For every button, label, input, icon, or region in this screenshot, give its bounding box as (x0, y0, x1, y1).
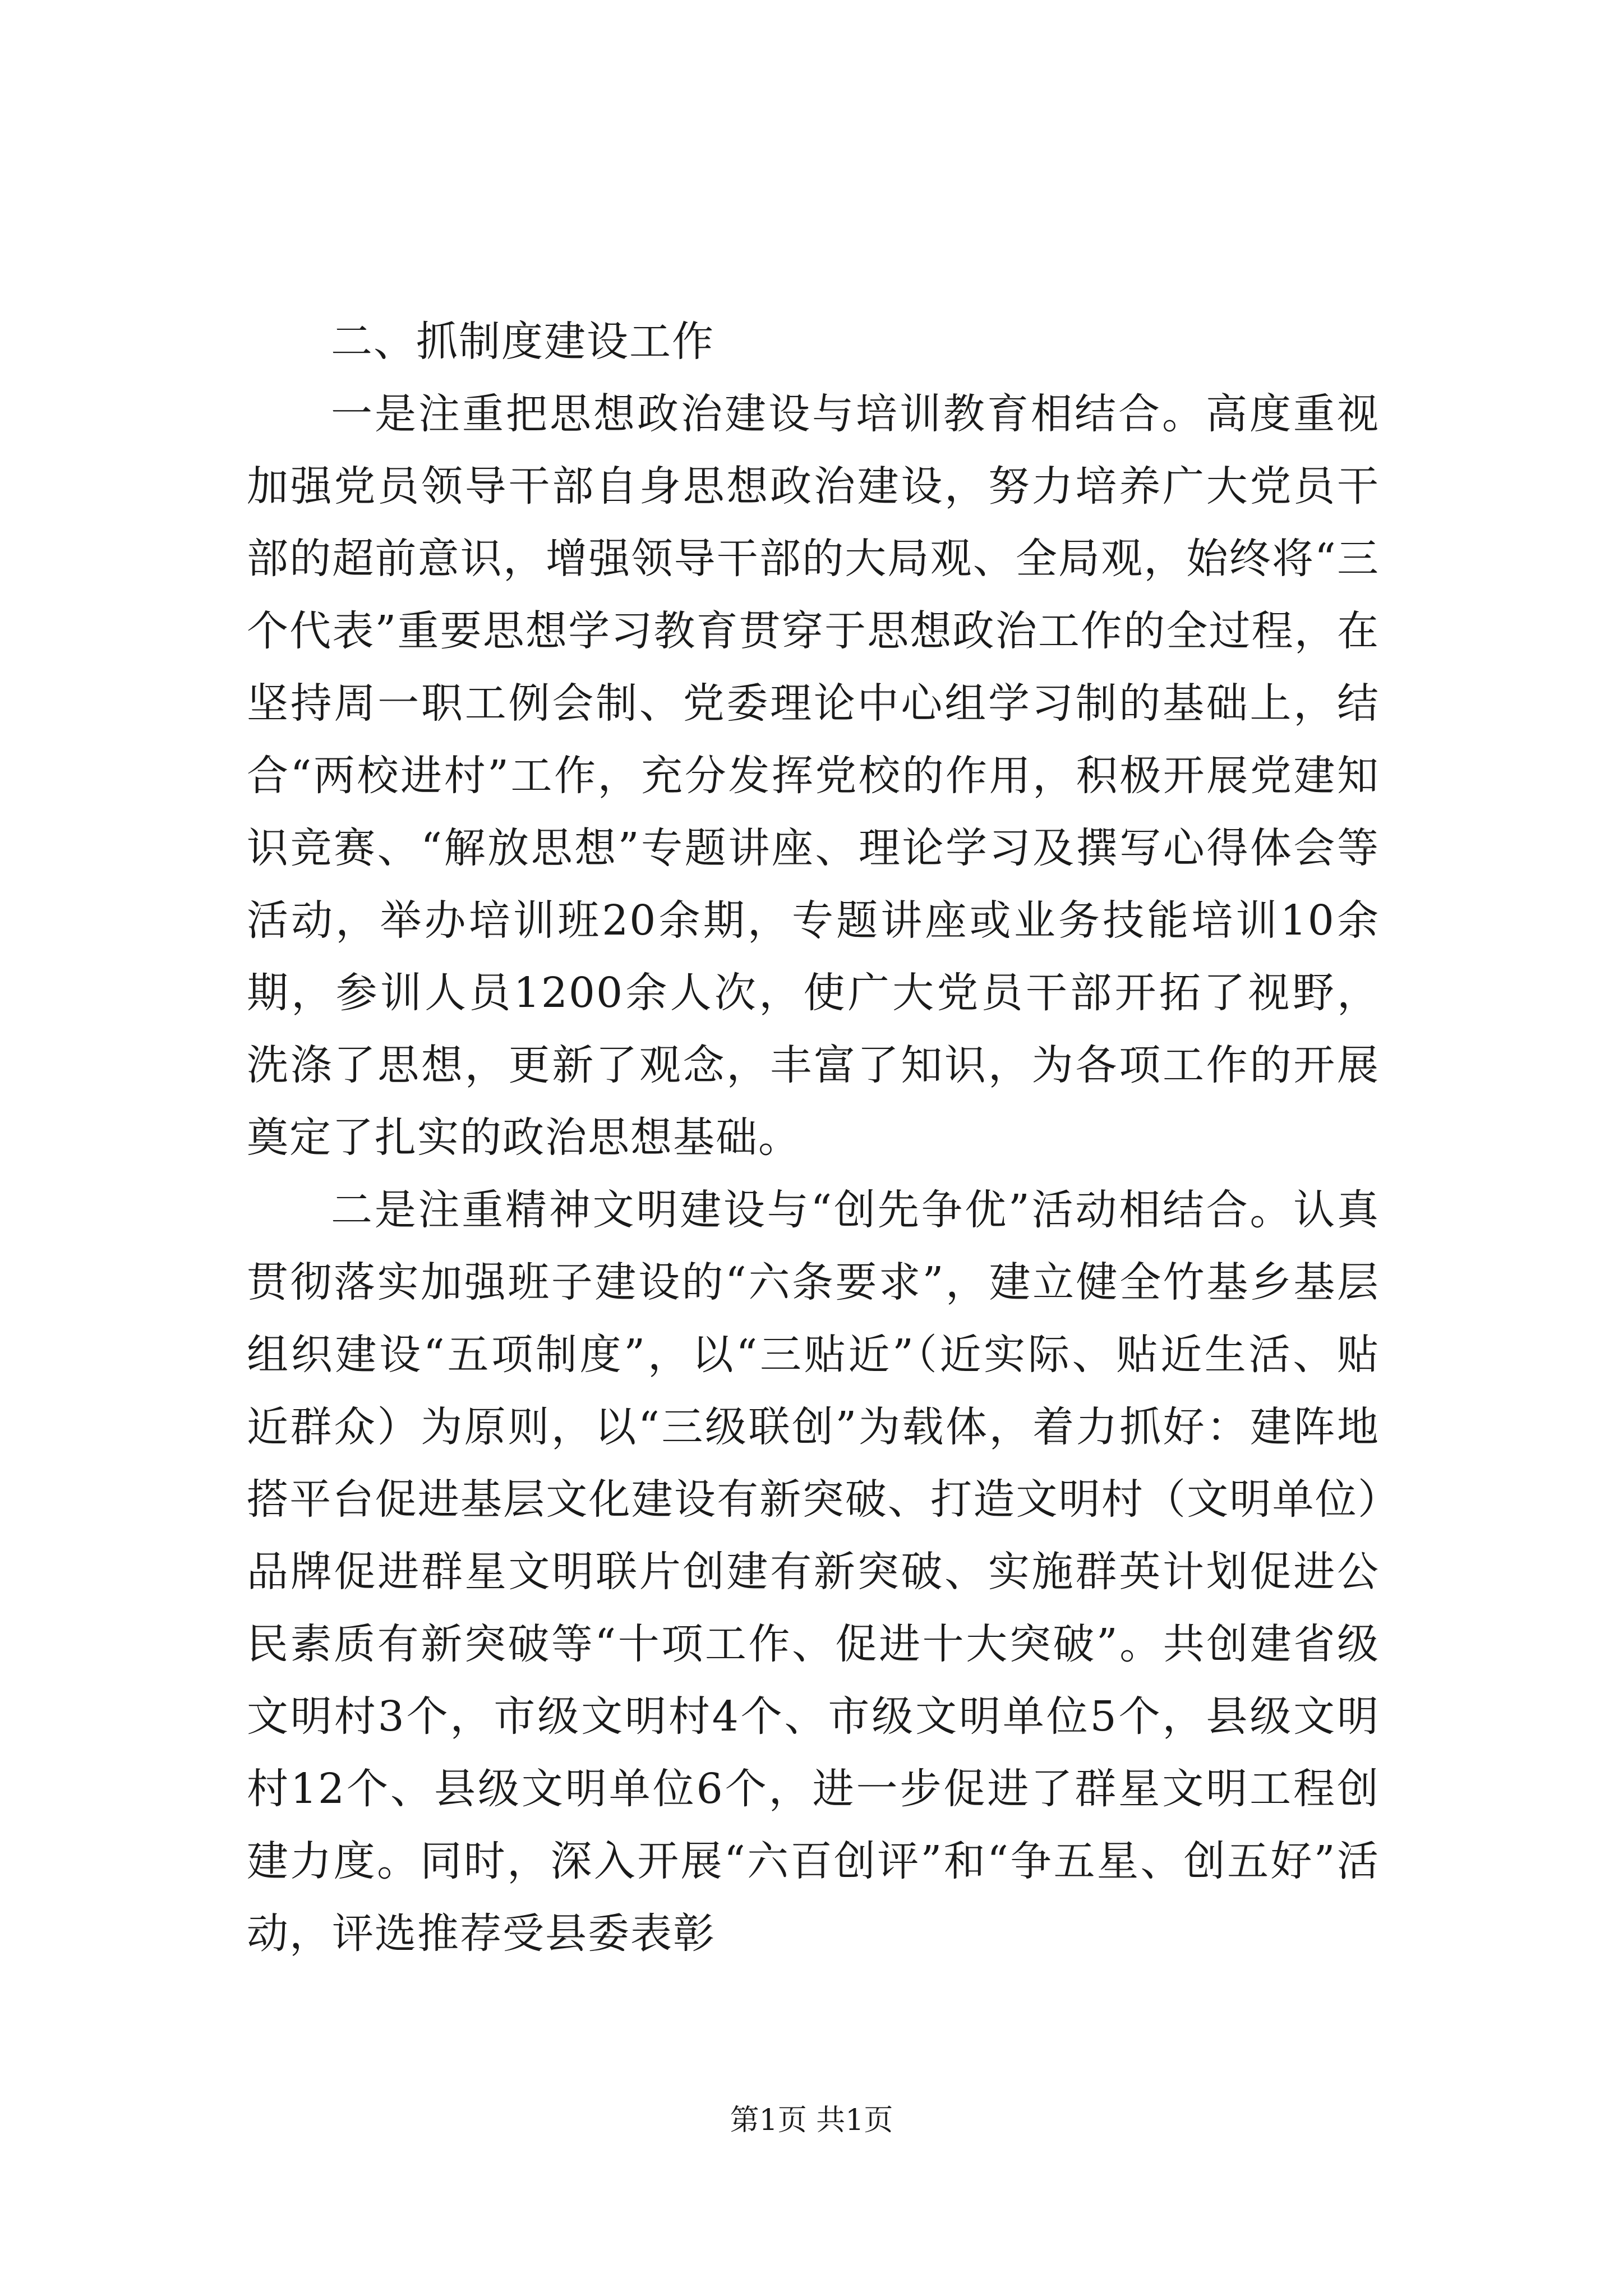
paragraph-ideological-education: 一是注重把思想政治建设与培训教育相结合。高度重视加强党员领导干部自身思想政治建设，努力培养广大党员干部的超前意识，增强领导干部的大局观、全局观，始终将“三个代表”重要思想学习教育贯穿于思想政治工作的全过程，在坚持周一职工例会制、党委理论中心组学习制的基础上，结合“两校进村”工作，充分发挥党校的作用，积极开展党建知识竞赛、“解放思想”专题讲座、理论学习及撰写心得体会等活动，举办培训班20余期，专题讲座或业务技能培训10余期，参训人员1200余人次，使广大党员干部开拓了视野，洗涤了思想，更新了观念，丰富了知识，为各项工作的开展奠定了扎实的政治思想基础。 (247, 390, 1380, 1162)
section-heading: 二、抓制度建设工作 (331, 318, 714, 366)
paragraph-spiritual-civilization: 二是注重精神文明建设与“创先争优”活动相结合。认真贯彻落实加强班子建设的“六条要求”，建立健全竹基乡基层组织建设“五项制度”，以“三贴近”（近实际、贴近生活、贴近群众）为原则，以“三级联创”为载体，着力抓好：建阵地搭平台促进基层文化建设有新突破、打造文明村（文明单位）品牌促进群星文明联片创建有新突破、实施群英计划促进公民素质有新突破等“十项工作、促进十大突破”。共创建省级文明村3个，市级文明村4个、市级文明单位5个，县级文明村12个、县级文明单位6个，进一步促进了群星文明工程创建力度。同时，深入开展“六百创评”和“争五星、创五好”活动，评选推荐受县委表彰 (247, 1186, 1380, 1958)
page-number: 第1页 共1页 (730, 2104, 893, 2137)
page-footer (0, 2101, 1623, 2140)
document-body (247, 306, 1380, 1970)
